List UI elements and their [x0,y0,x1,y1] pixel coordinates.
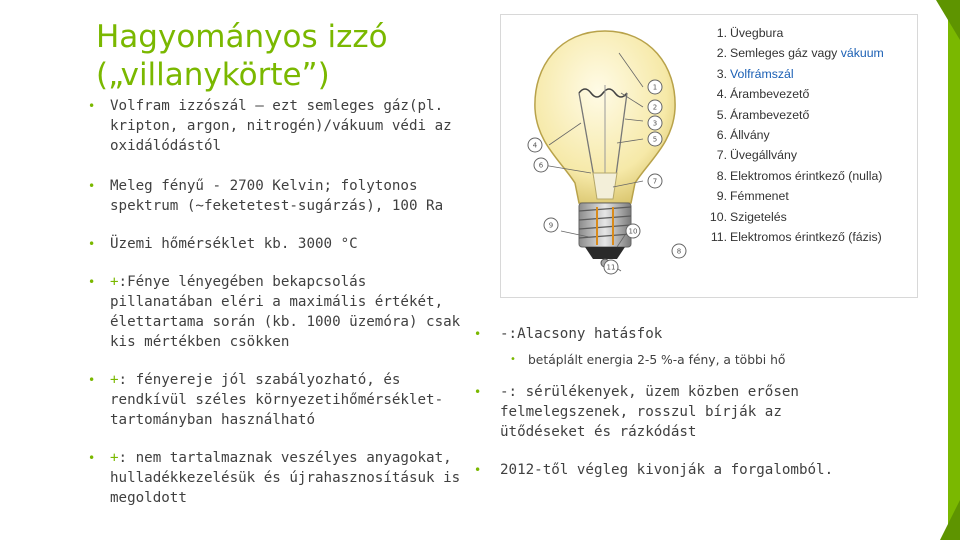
legend-item: 9. Fémmenet [716,189,789,204]
bullet-text: Meleg fényű - 2700 Kelvin; folytonos spektrum (~feketetest-sugárzás), 100 Ra [110,178,444,214]
bullet-dot-icon: • [88,373,96,387]
bullet-item [474,460,844,480]
bullet-dot-icon: • [88,179,96,193]
bullet-text: : nem tartalmaznak veszélyes anyagokat, hulladékkezelésük és újrahasznosításuk is megoldott [110,450,461,506]
bullet-dot-icon: • [88,451,96,465]
callout-2 [648,100,662,114]
callout-4-label: 4 [532,141,538,150]
title-line-2: („villanykörte”) [96,57,330,93]
decorative-edge [924,0,960,540]
callout-6 [534,158,548,172]
title-line-1: Hagyományos izzó [96,19,388,55]
legend-item: 4. Árambevezető [716,87,810,102]
legend-item: 3. Volfrámszál [716,66,794,81]
light-bulb-diagram [500,14,918,298]
bullet-item [474,382,844,442]
callout-5 [648,132,662,146]
legend-item: 2. Semleges gáz vagy vákuum [716,46,884,61]
callout-8 [672,244,686,258]
bullet-text: Volfram izzószál – ezt semleges gáz(pl. kripton, argon, nitrogén)/vákuum védi az oxidálódástól [110,98,452,154]
bullet-text: : fényereje jól szabályozható, és rendkívül széles környezetihőmérséklet-tartományban használható [110,372,444,428]
callout-4 [528,138,542,152]
callout-5-label: 5 [652,135,658,144]
bullet-item [88,448,468,508]
figure-legend [705,23,884,247]
callout-6-label: 6 [538,161,544,170]
bullet-dot-icon: • [474,463,482,477]
bullet-dot-icon: • [88,275,96,289]
bullet-item [88,176,468,216]
callout-3-label: 3 [652,119,658,128]
bullet-item [88,234,468,254]
callout-2-label: 2 [652,103,658,112]
bullet-text: Üzemi hőmérséklet kb. 3000 °C [110,236,358,252]
sub-bullet-item [474,352,844,368]
bullet-item [88,370,468,430]
bullet-item [88,96,468,156]
page-title [96,18,388,94]
legend-item: 6. Állvány [716,128,770,143]
bullet-item [474,324,844,344]
bullet-prefix: + [110,372,119,388]
legend-item: 7. Üvegállvány [716,148,797,163]
bullet-dot-icon: • [88,99,96,113]
sub-bullet-text: betáplált energia 2-5 %-a fény, a többi hő [528,353,786,367]
callout-9-label: 9 [548,221,554,230]
callout-10 [626,224,640,238]
bullet-text: 2012-től végleg kivonják a forgalomból. [500,462,834,478]
legend-item: 8. Elektromos érintkező (nulla) [716,168,883,183]
right-bullet-list [474,324,844,480]
callout-11-label: 11 [606,263,616,272]
bullet-dot-icon: • [510,354,516,365]
bullet-text: -: sérülékenyek, üzem közben erősen felmelegszenek, rosszul bírják az ütődéseket és rázkódást [500,384,799,440]
callout-11 [604,260,618,274]
bullet-dot-icon: • [474,385,482,399]
callout-8-label: 8 [676,247,682,256]
bullet-text: -:Alacsony hatásfok [500,326,663,342]
callout-3 [648,116,662,130]
light-bulb-illustration [509,23,699,285]
bullet-dot-icon: • [88,237,96,251]
insulator [585,247,625,259]
callout-7 [648,174,662,188]
glass-stand [593,173,617,199]
legend-link[interactable]: vákuum [840,46,884,61]
left-bullet-list [88,96,468,526]
bullet-dot-icon: • [474,327,482,341]
callout-7-label: 7 [652,177,658,186]
callout-10-label: 10 [628,227,638,236]
callout-1-label: 1 [652,83,658,92]
bullet-item [88,272,468,352]
legend-item: 10. Szigetelés [709,209,787,224]
legend-item: 5. Árambevezető [716,107,810,122]
bullet-prefix: + [110,450,119,466]
legend-item: 1. Üvegbura [716,26,784,40]
bullet-prefix: + [110,274,119,290]
callout-1 [648,80,662,94]
callout-9 [544,218,558,232]
legend-link[interactable]: Volfrámszál [730,66,794,81]
legend-item: 11. Elektromos érintkező (fázis) [710,230,882,245]
bullet-text: :Fénye lényegében bekapcsolás pillanatában eléri a maximális értékét, élettartama során (kb. 1000 üzemóra) csak kis mértékben csökken [110,274,461,350]
